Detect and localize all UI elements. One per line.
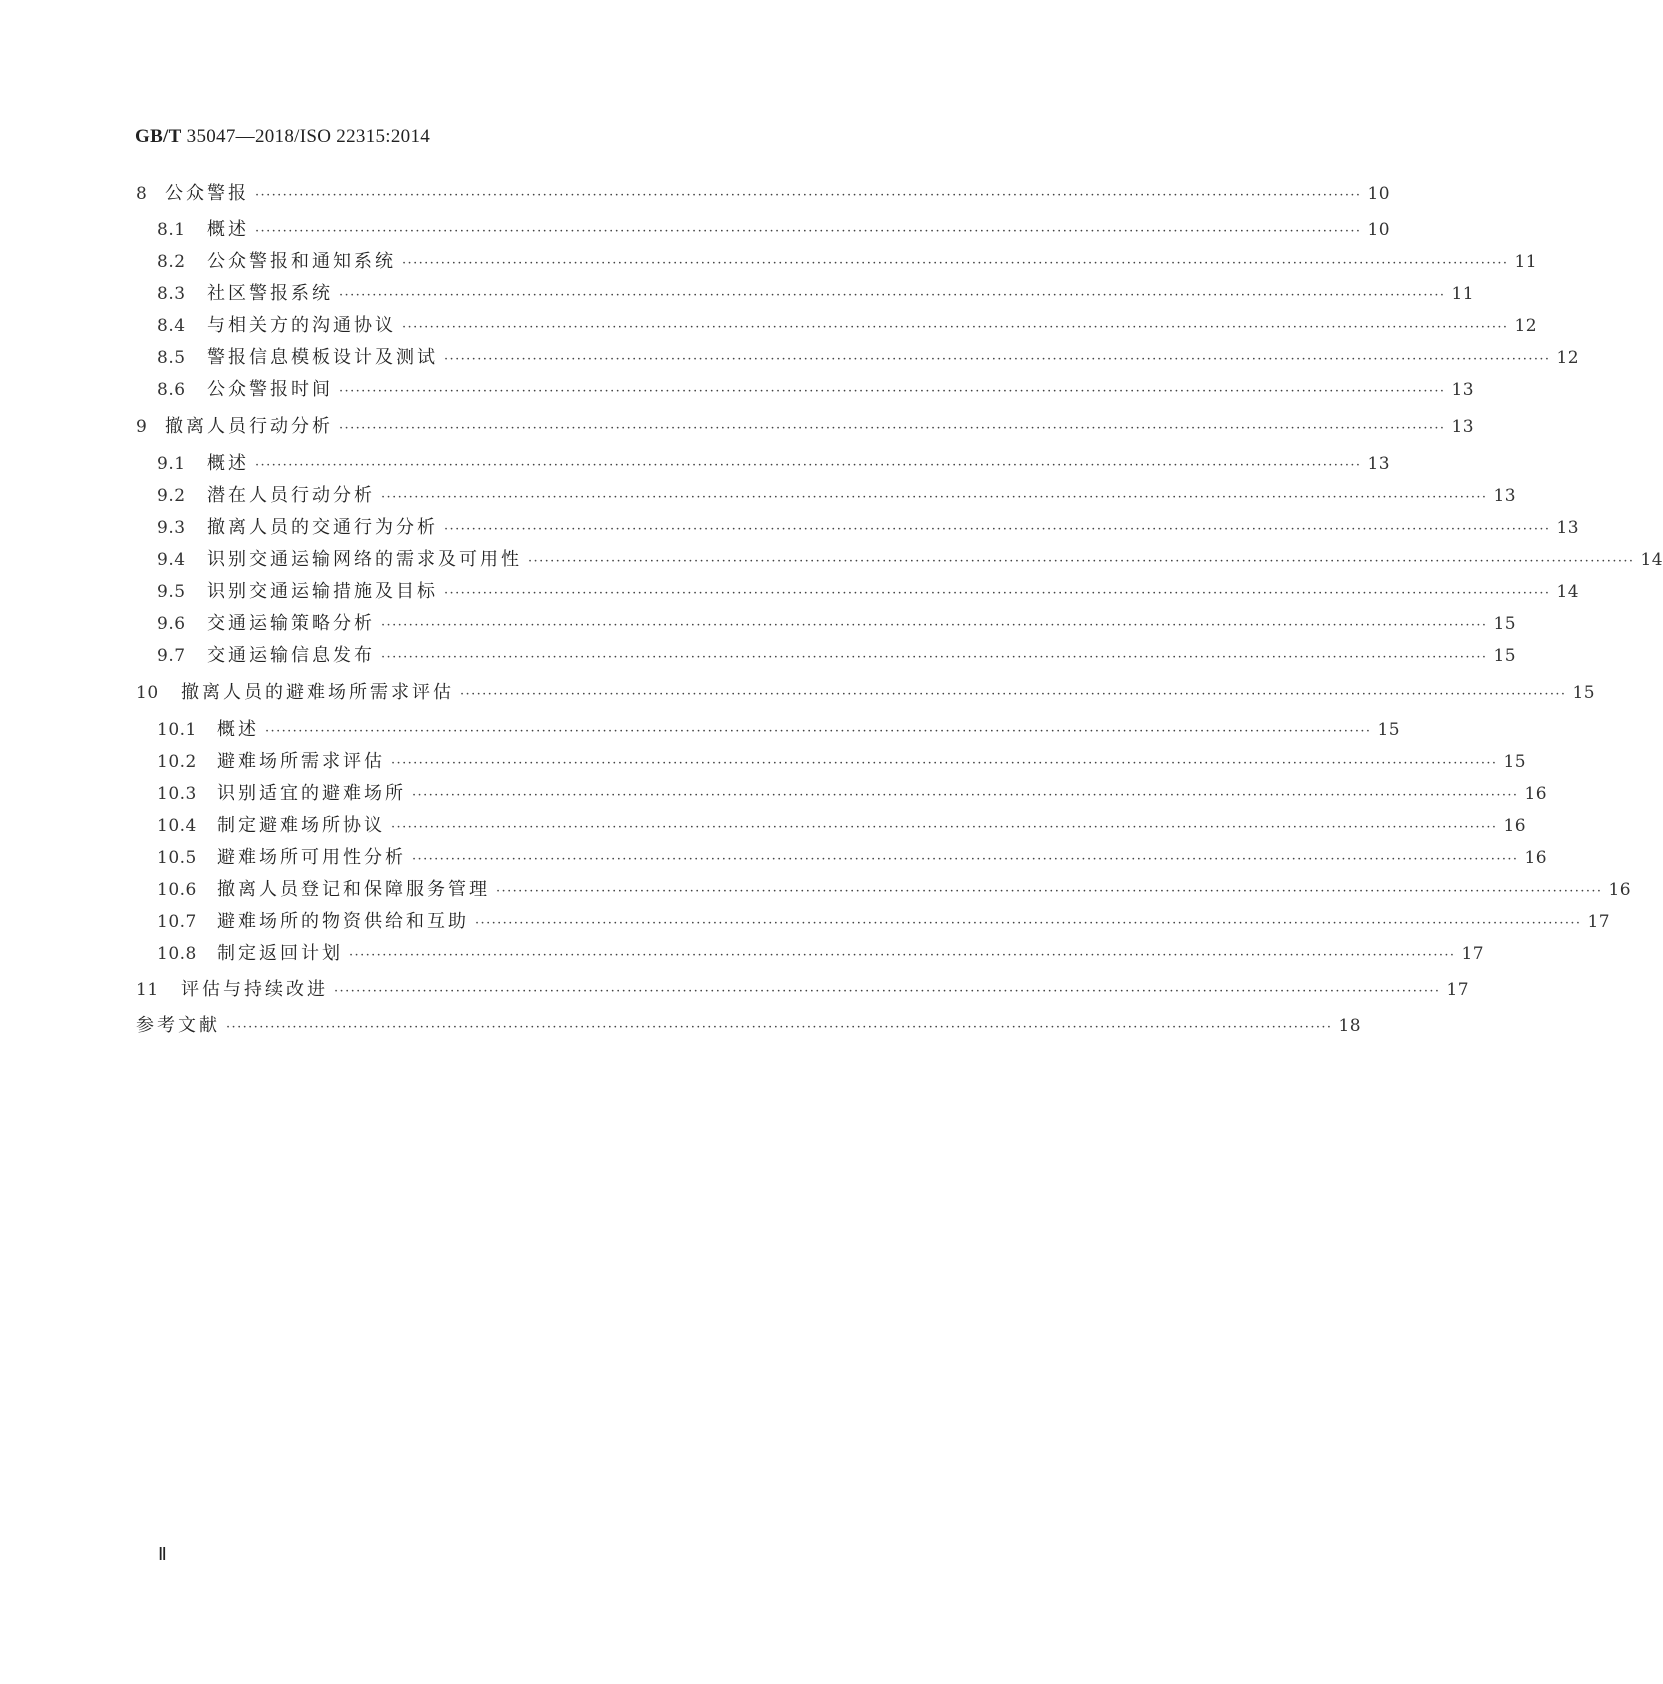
toc-leader-dots: ········································································································································································································	[339, 421, 1446, 436]
toc-entry-10-6[interactable]	[157, 879, 1632, 903]
toc-number: 10.3	[157, 784, 197, 804]
toc-entry-10-3[interactable]	[157, 783, 1548, 807]
toc-number: 8.4	[157, 316, 186, 336]
toc-leader-dots: ········································································································································································································	[496, 884, 1603, 899]
toc-page-number: 15	[1493, 646, 1517, 666]
toc-entry-9-1[interactable]	[157, 453, 1391, 477]
toc-leader-dots: ········································································································································································································	[265, 724, 1372, 739]
toc-entry-9-3[interactable]	[157, 517, 1580, 541]
toc-page-number: 15	[1493, 614, 1517, 634]
toc-page-number: 14	[1556, 582, 1580, 602]
toc-entry-8-5[interactable]	[157, 347, 1580, 371]
toc-page-number: 10	[1367, 220, 1391, 240]
toc-title: 识别交通运输措施及目标	[207, 581, 438, 602]
toc-page-number: 13	[1493, 486, 1517, 506]
toc-number: 9.1	[157, 454, 186, 474]
toc-number: 9	[136, 417, 148, 437]
toc-leader-dots: ········································································································································································································	[391, 820, 1498, 835]
toc-page-number: 12	[1556, 348, 1580, 368]
toc-number: 10.7	[157, 912, 197, 932]
toc-number: 10.4	[157, 816, 197, 836]
toc-title: 评估与持续改进	[181, 979, 328, 1000]
toc-title: 识别适宜的避难场所	[217, 783, 406, 804]
toc-title: 避难场所需求评估	[217, 751, 385, 772]
toc-number: 8.3	[157, 284, 186, 304]
toc-page-number: 13	[1451, 417, 1475, 437]
toc-entry-9-2[interactable]	[157, 485, 1517, 509]
toc-title: 撤离人员的避难场所需求评估	[181, 682, 454, 703]
toc-leader-dots: ········································································································································································································	[444, 352, 1551, 367]
toc-title: 概述	[217, 719, 259, 740]
toc-number: 11	[136, 980, 159, 1000]
toc-leader-dots: ········································································································································································································	[412, 788, 1519, 803]
toc-entry-9-5[interactable]	[157, 581, 1580, 605]
toc-entry-9-6[interactable]	[157, 613, 1517, 637]
toc-page-number: 13	[1367, 454, 1391, 474]
toc-page-number: 16	[1524, 848, 1548, 868]
toc-leader-dots: ········································································································································································································	[334, 984, 1441, 999]
toc-page-number: 15	[1572, 683, 1596, 703]
toc-number: 10.2	[157, 752, 197, 772]
toc-leader-dots: ········································································································································································································	[381, 650, 1488, 665]
toc-page-number: 10	[1367, 184, 1391, 204]
toc-title: 避难场所可用性分析	[217, 847, 406, 868]
toc-page-number: 17	[1461, 944, 1485, 964]
toc-number: 9.6	[157, 614, 186, 634]
toc-entry-8-6[interactable]	[157, 379, 1475, 403]
toc-title: 交通运输信息发布	[207, 645, 375, 666]
toc-number: 8.1	[157, 220, 186, 240]
toc-leader-dots: ········································································································································································································	[339, 288, 1446, 303]
toc-leader-dots: ········································································································································································································	[381, 618, 1488, 633]
toc-entry-8-1[interactable]	[157, 219, 1391, 243]
toc-entry-10-5[interactable]	[157, 847, 1548, 871]
toc-leader-dots: ········································································································································································································	[255, 458, 1362, 473]
toc-number: 9.3	[157, 518, 186, 538]
toc-entry-10-8[interactable]	[157, 943, 1485, 967]
toc-entry-11[interactable]	[136, 979, 1470, 1003]
toc-entry-10-4[interactable]	[157, 815, 1527, 839]
toc-title: 撤离人员行动分析	[165, 416, 333, 437]
toc-leader-dots: ········································································································································································································	[381, 490, 1488, 505]
toc-entry-10-7[interactable]	[157, 911, 1611, 935]
toc-leader-dots: ········································································································································································································	[339, 384, 1446, 399]
toc-title: 潜在人员行动分析	[207, 485, 375, 506]
toc-number: 9.4	[157, 550, 186, 570]
toc-page-number: 11	[1514, 252, 1538, 272]
toc-page-number: 12	[1514, 316, 1538, 336]
toc-title: 与相关方的沟通协议	[207, 315, 396, 336]
toc-leader-dots: ········································································································································································································	[402, 256, 1509, 271]
toc-title: 制定返回计划	[217, 943, 343, 964]
toc-number: 8.6	[157, 380, 186, 400]
toc-title: 撤离人员登记和保障服务管理	[217, 879, 490, 900]
toc-title: 交通运输策略分析	[207, 613, 375, 634]
toc-number: 10.1	[157, 720, 197, 740]
toc-leader-dots: ········································································································································································································	[255, 224, 1362, 239]
toc-title: 参考文献	[136, 1015, 220, 1036]
toc-title: 概述	[207, 219, 249, 240]
toc-leader-dots: ········································································································································································································	[226, 1020, 1333, 1035]
toc-number: 8.2	[157, 252, 186, 272]
toc-title: 公众警报	[165, 183, 249, 204]
toc-page-number: 16	[1608, 880, 1632, 900]
toc-number: 10.6	[157, 880, 197, 900]
toc-number: 8	[136, 184, 148, 204]
toc-page-number: 18	[1338, 1016, 1362, 1036]
toc-entry-8[interactable]	[136, 183, 1391, 207]
toc-leader-dots: ········································································································································································································	[255, 188, 1362, 203]
toc-entry-references[interactable]	[136, 1015, 1362, 1039]
toc-title: 概述	[207, 453, 249, 474]
toc-leader-dots: ········································································································································································································	[460, 687, 1567, 702]
toc-entry-10-2[interactable]	[157, 751, 1527, 775]
toc-title: 公众警报和通知系统	[207, 251, 396, 272]
toc-number: 10.8	[157, 944, 197, 964]
toc-entry-9-7[interactable]	[157, 645, 1517, 669]
standard-code: GB/T	[135, 126, 182, 147]
toc-entry-8-4[interactable]	[157, 315, 1538, 339]
toc-page-number: 11	[1451, 284, 1475, 304]
toc-page-number: 16	[1503, 816, 1527, 836]
toc-entry-10[interactable]	[136, 682, 1596, 706]
toc-title: 识别交通运输网络的需求及可用性	[207, 549, 522, 570]
toc-number: 9.7	[157, 646, 186, 666]
toc-entry-8-2[interactable]	[157, 251, 1538, 275]
toc-number: 10.5	[157, 848, 197, 868]
toc-title: 避难场所的物资供给和互助	[217, 911, 469, 932]
toc-page-number: 15	[1503, 752, 1527, 772]
toc-leader-dots: ········································································································································································································	[412, 852, 1519, 867]
toc-number: 9.2	[157, 486, 186, 506]
standard-number: 35047—2018/ISO 22315:2014	[181, 126, 431, 147]
toc-title: 制定避难场所协议	[217, 815, 385, 836]
toc-title: 警报信息模板设计及测试	[207, 347, 438, 368]
toc-entry-9[interactable]	[136, 416, 1475, 440]
toc-leader-dots: ········································································································································································································	[391, 756, 1498, 771]
toc-number: 9.5	[157, 582, 186, 602]
toc-entry-8-3[interactable]	[157, 283, 1475, 307]
toc-title: 撤离人员的交通行为分析	[207, 517, 438, 538]
toc-page-number: 15	[1377, 720, 1401, 740]
toc-leader-dots: ········································································································································································································	[349, 948, 1456, 963]
toc-leader-dots: ········································································································································································································	[444, 586, 1551, 601]
toc-title: 公众警报时间	[207, 379, 333, 400]
toc-page-number: 17	[1587, 912, 1611, 932]
toc-leader-dots: ········································································································································································································	[475, 916, 1582, 931]
toc-page-number: 14	[1640, 550, 1663, 570]
toc-page-number: 17	[1446, 980, 1470, 1000]
toc-title: 社区警报系统	[207, 283, 333, 304]
toc-leader-dots: ········································································································································································································	[402, 320, 1509, 335]
toc-entry-10-1[interactable]	[157, 719, 1401, 743]
toc-page-number: 13	[1556, 518, 1580, 538]
toc-page-number: 13	[1451, 380, 1475, 400]
toc-leader-dots: ········································································································································································································	[444, 522, 1551, 537]
toc-page-number: 16	[1524, 784, 1548, 804]
toc-number: 8.5	[157, 348, 186, 368]
page-number-footer: Ⅱ	[158, 1544, 167, 1564]
toc-entry-9-4[interactable]	[157, 549, 1663, 573]
toc-leader-dots: ········································································································································································································	[528, 554, 1635, 569]
toc-number: 10	[136, 683, 159, 703]
